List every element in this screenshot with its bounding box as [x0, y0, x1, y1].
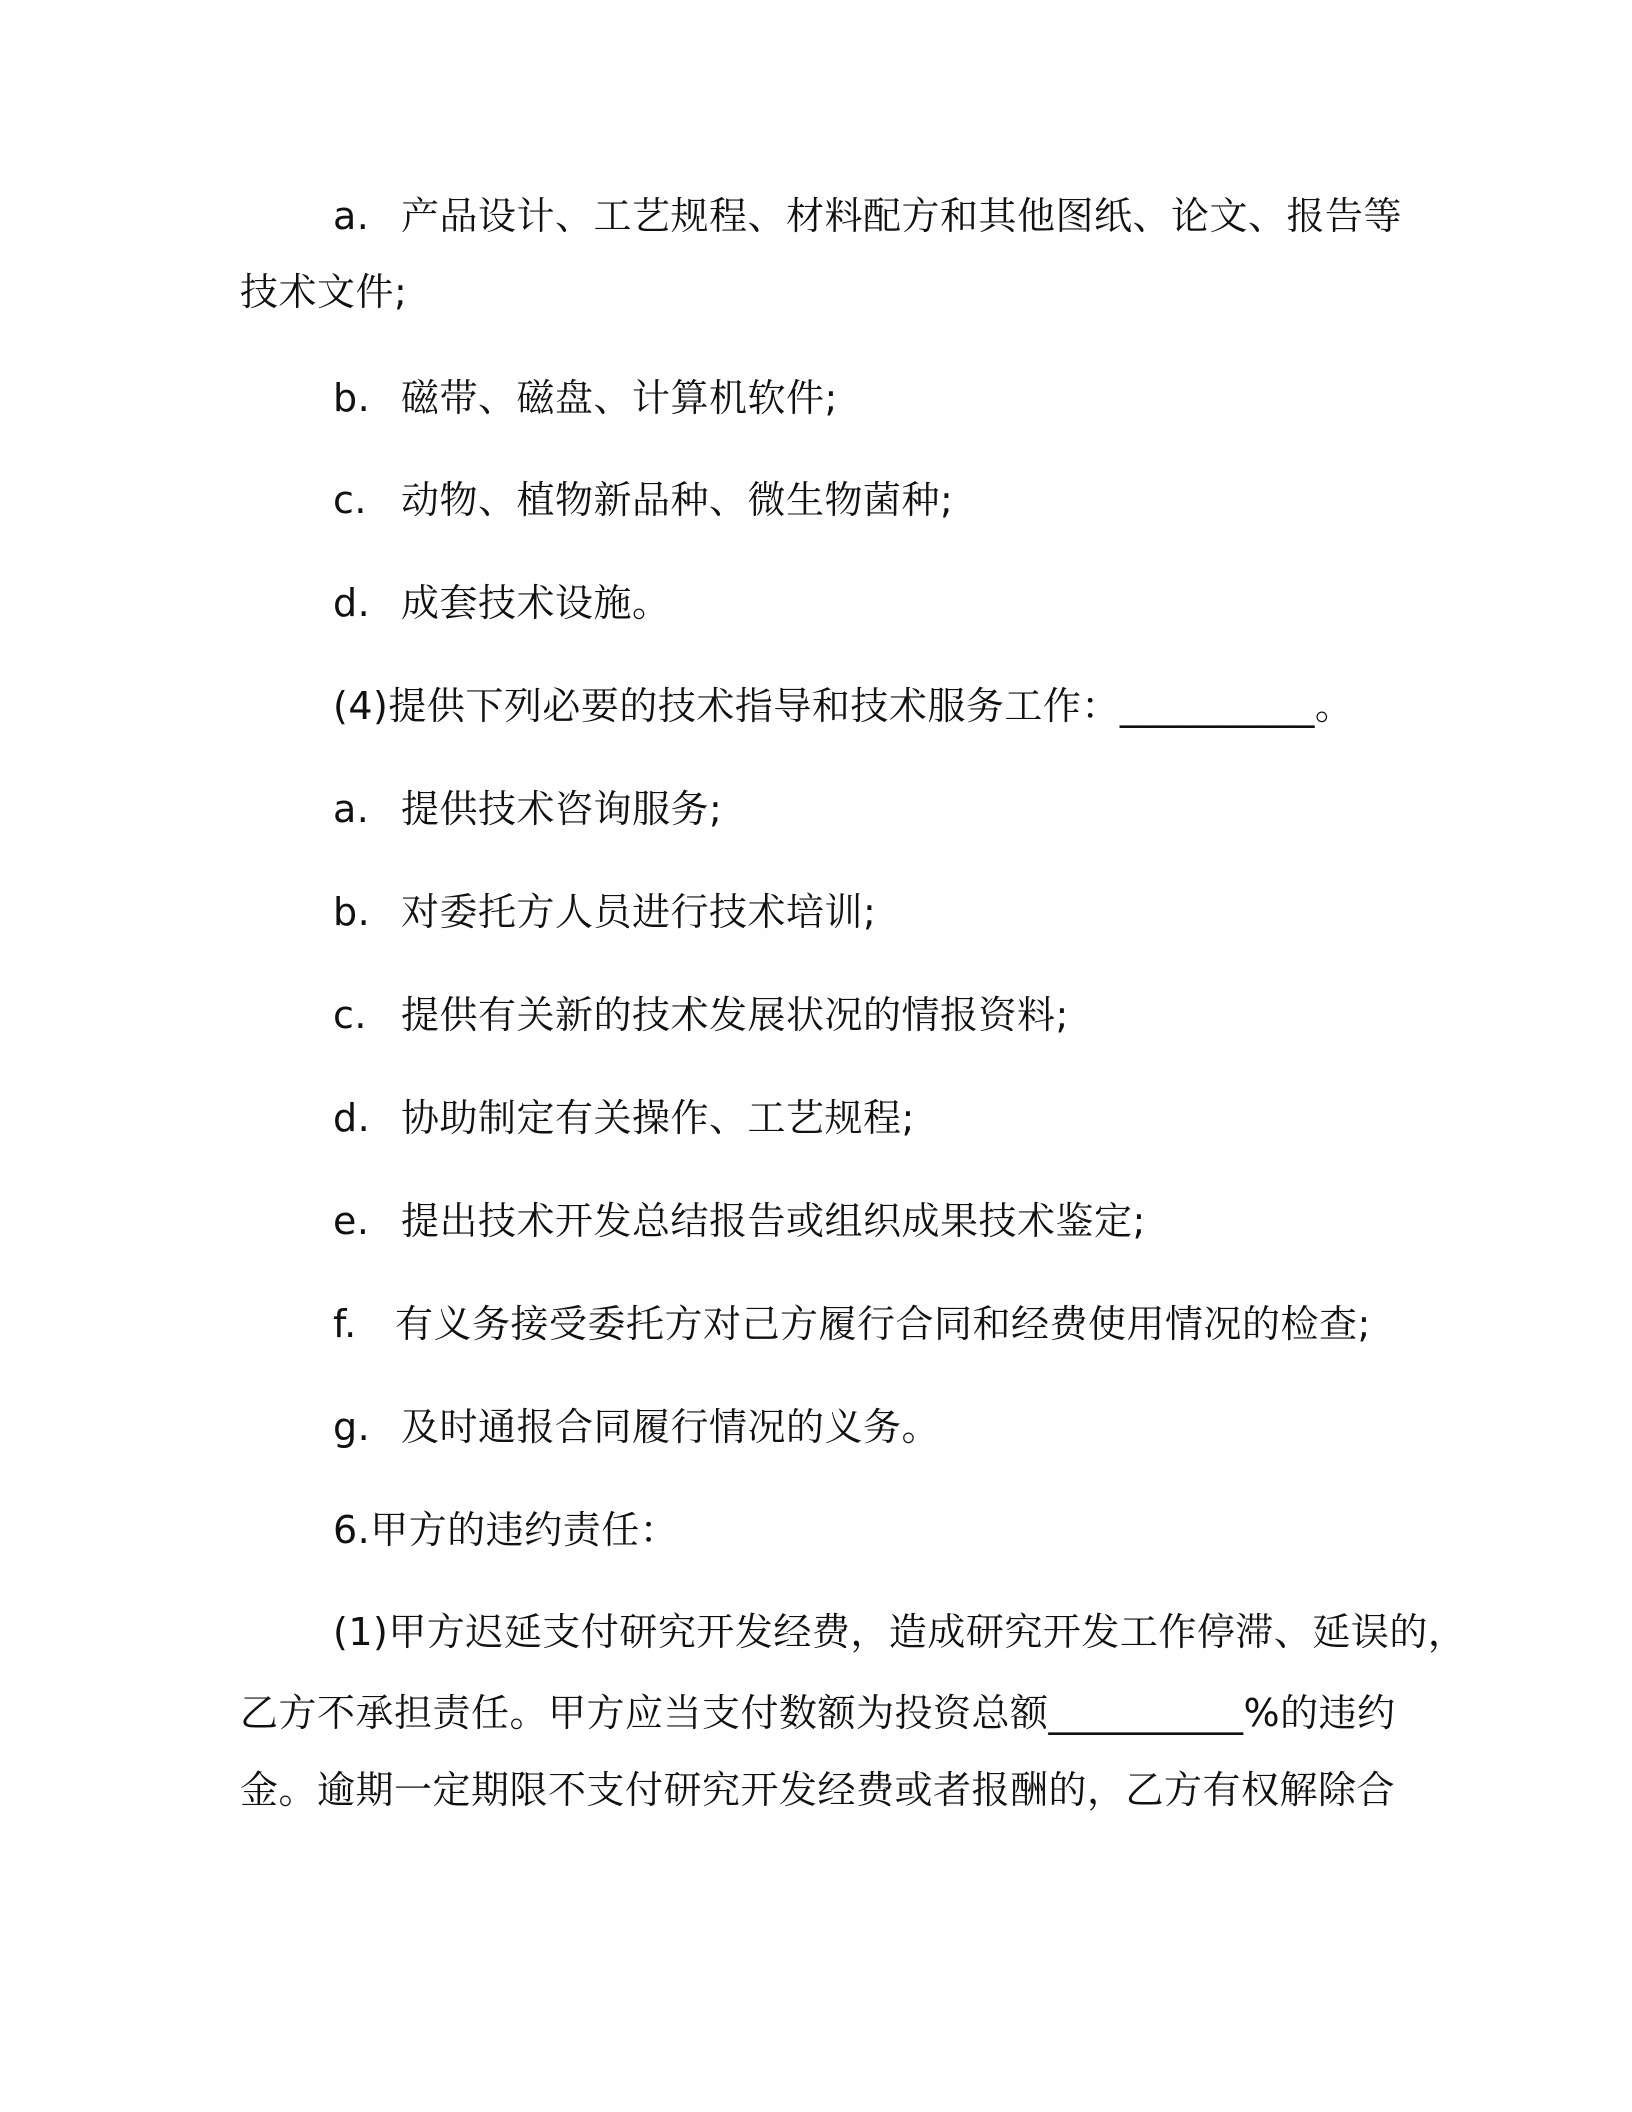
list-marker: a.: [333, 787, 370, 831]
service-item-c: [333, 989, 1069, 1041]
list-text: 磁带、磁盘、计算机软件;: [401, 376, 838, 420]
list-marker: a.: [333, 194, 370, 238]
section-6-heading: 6.甲方的违约责任：: [333, 1508, 679, 1552]
list-item-a: [333, 190, 1402, 242]
list-text: 及时通报合同履行情况的义务。: [401, 1405, 941, 1449]
clause-4: [333, 680, 1353, 732]
list-item-d: [333, 577, 671, 629]
section-6-paragraph-line-2: [240, 1687, 1396, 1739]
list-marker: d.: [333, 581, 371, 625]
list-item-a-continuation: 技术文件;: [240, 270, 408, 314]
service-item-f: [333, 1298, 1371, 1350]
list-marker: d.: [333, 1096, 371, 1140]
list-text: 提供技术咨询服务;: [401, 787, 723, 831]
list-text: 协助制定有关操作、工艺规程;: [401, 1096, 915, 1140]
list-text: 动物、植物新品种、微生物菌种;: [401, 478, 954, 522]
fill-in-blank: __________: [1119, 684, 1315, 728]
list-text: 成套技术设施。: [401, 581, 671, 625]
paragraph-text: %的违约: [1243, 1691, 1396, 1735]
clause-4-end: 。: [1314, 684, 1354, 728]
clause-4-text: (4)提供下列必要的技术指导和技术服务工作：: [333, 684, 1120, 728]
list-marker: b.: [333, 376, 371, 420]
list-text: 提供有关新的技术发展状况的情报资料;: [401, 993, 1069, 1037]
list-marker: e.: [333, 1199, 370, 1243]
service-item-g: [333, 1401, 940, 1453]
list-marker: b.: [333, 890, 371, 934]
list-text: 对委托方人员进行技术培训;: [401, 890, 877, 934]
list-text: 提出技术开发总结报告或组织成果技术鉴定;: [401, 1199, 1146, 1243]
service-item-d: [333, 1092, 915, 1144]
list-item-b: [333, 372, 838, 424]
list-item-c: [333, 474, 953, 526]
list-text: 有义务接受委托方对己方履行合同和经费使用情况的检查;: [395, 1302, 1371, 1346]
service-item-a: [333, 783, 722, 835]
list-marker: c.: [333, 993, 367, 1037]
service-item-e: [333, 1195, 1146, 1247]
list-text: 产品设计、工艺规程、材料配方和其他图纸、论文、报告等: [401, 194, 1403, 238]
service-item-b: [333, 886, 876, 938]
paragraph-text: 乙方不承担责任。甲方应当支付数额为投资总额: [240, 1691, 1049, 1735]
list-marker: c.: [333, 478, 367, 522]
fill-in-blank: __________: [1048, 1691, 1244, 1735]
section-6-paragraph-line-1: (1)甲方迟延支付研究开发经费，造成研究开发工作停滞、延误的，: [333, 1610, 1467, 1654]
list-marker: f.: [333, 1302, 357, 1346]
section-6-paragraph-line-3: 金。逾期一定期限不支付研究开发经费或者报酬的，乙方有权解除合: [240, 1768, 1396, 1812]
list-marker: g.: [333, 1405, 371, 1449]
